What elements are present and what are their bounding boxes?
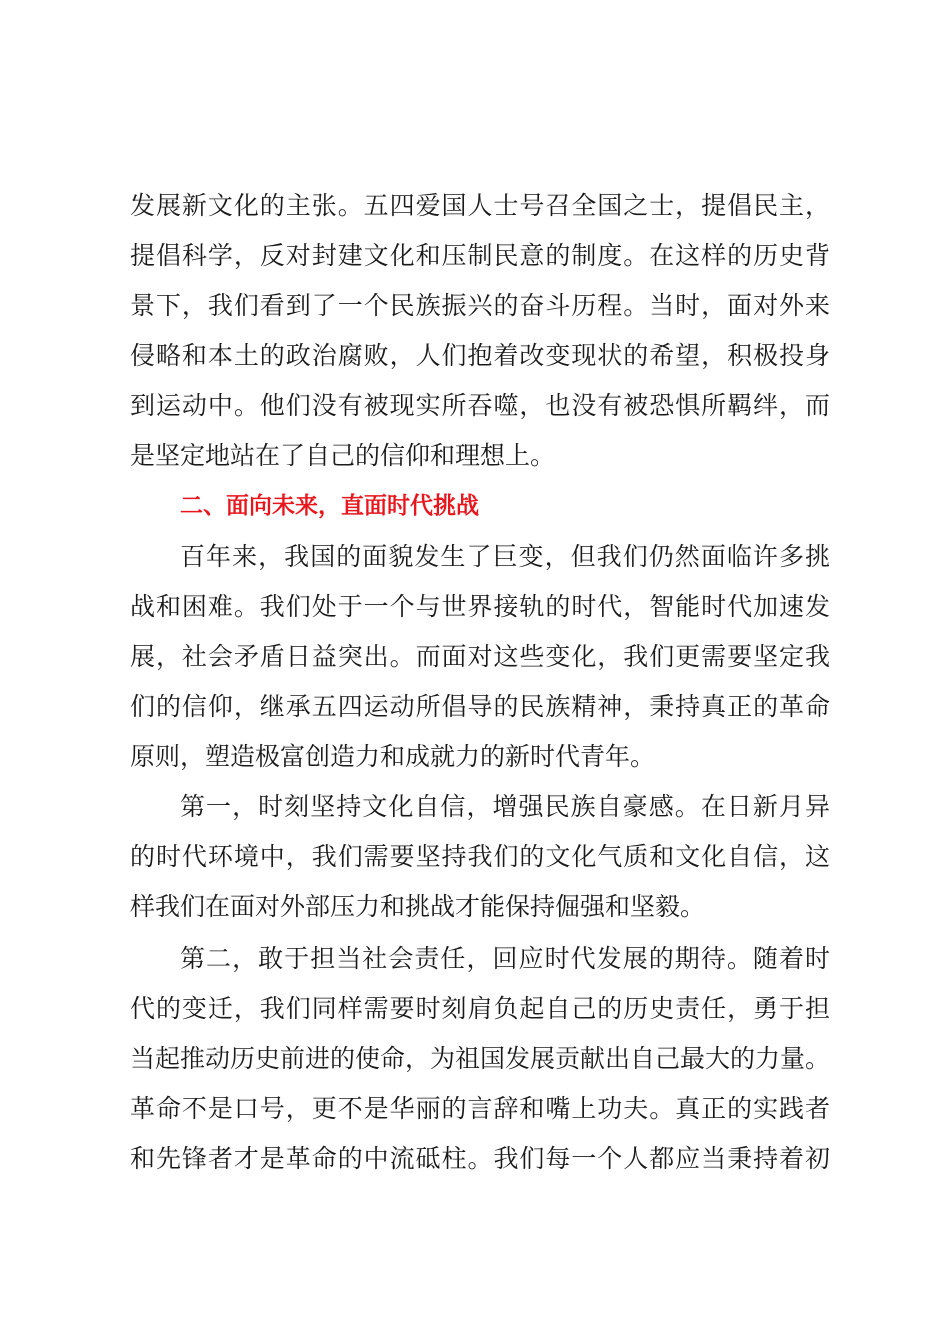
paragraph-3-line-1: 第一，时刻坚持文化自信，增强民族自豪感。在日新月异 <box>180 792 830 821</box>
paragraph-4-line-5: 和先锋者才是革命的中流砥柱。我们每一个人都应当秉持着初 <box>130 1144 830 1173</box>
paragraph-4-line-4: 革命不是口号，更不是华丽的言辞和嘴上功夫。真正的实践者 <box>130 1094 830 1123</box>
paragraph-1-line-3: 景下，我们看到了一个民族振兴的奋斗历程。当时，面对外来 <box>130 291 830 320</box>
paragraph-4-line-1: 第二，敢于担当社会责任，回应时代发展的期待。随着时 <box>180 944 830 973</box>
paragraph-1-line-4: 侵略和本土的政治腐败，人们抱着改变现状的希望，积极投身 <box>130 341 830 370</box>
paragraph-2-line-3: 展，社会矛盾日益突出。而面对这些变化，我们更需要坚定我 <box>130 642 830 671</box>
paragraph-2-line-1: 百年来，我国的面貌发生了巨变，但我们仍然面临许多挑 <box>180 542 830 571</box>
paragraph-1-line-6: 是坚定地站在了自己的信仰和理想上。 <box>130 441 556 470</box>
paragraph-2-line-4: 们的信仰，继承五四运动所倡导的民族精神，秉持真正的革命 <box>130 692 830 721</box>
section-heading: 二、面向未来，直面时代挑战 <box>180 493 479 519</box>
paragraph-3-line-2: 的时代环境中，我们需要坚持我们的文化气质和文化自信，这 <box>130 842 830 871</box>
paragraph-4-line-2: 代的变迁，我们同样需要时刻肩负起自己的历史责任，勇于担 <box>130 994 830 1023</box>
paragraph-2-line-2: 战和困难。我们处于一个与世界接轨的时代，智能时代加速发 <box>130 592 830 621</box>
paragraph-2-line-5: 原则，塑造极富创造力和成就力的新时代青年。 <box>130 742 656 771</box>
paragraph-3-line-3: 样我们在面对外部压力和挑战才能保持倔强和坚毅。 <box>130 892 706 921</box>
paragraph-1-line-2: 提倡科学，反对封建文化和压制民意的制度。在这样的历史背 <box>130 241 830 270</box>
paragraph-4-line-3: 当起推动历史前进的使命，为祖国发展贡献出自己最大的力量。 <box>130 1044 831 1073</box>
paragraph-1-line-1: 发展新文化的主张。五四爱国人士号召全国之士，提倡民主， <box>130 191 830 220</box>
paragraph-1-line-5: 到运动中。他们没有被现实所吞噬，也没有被恐惧所羁绊，而 <box>130 391 830 420</box>
